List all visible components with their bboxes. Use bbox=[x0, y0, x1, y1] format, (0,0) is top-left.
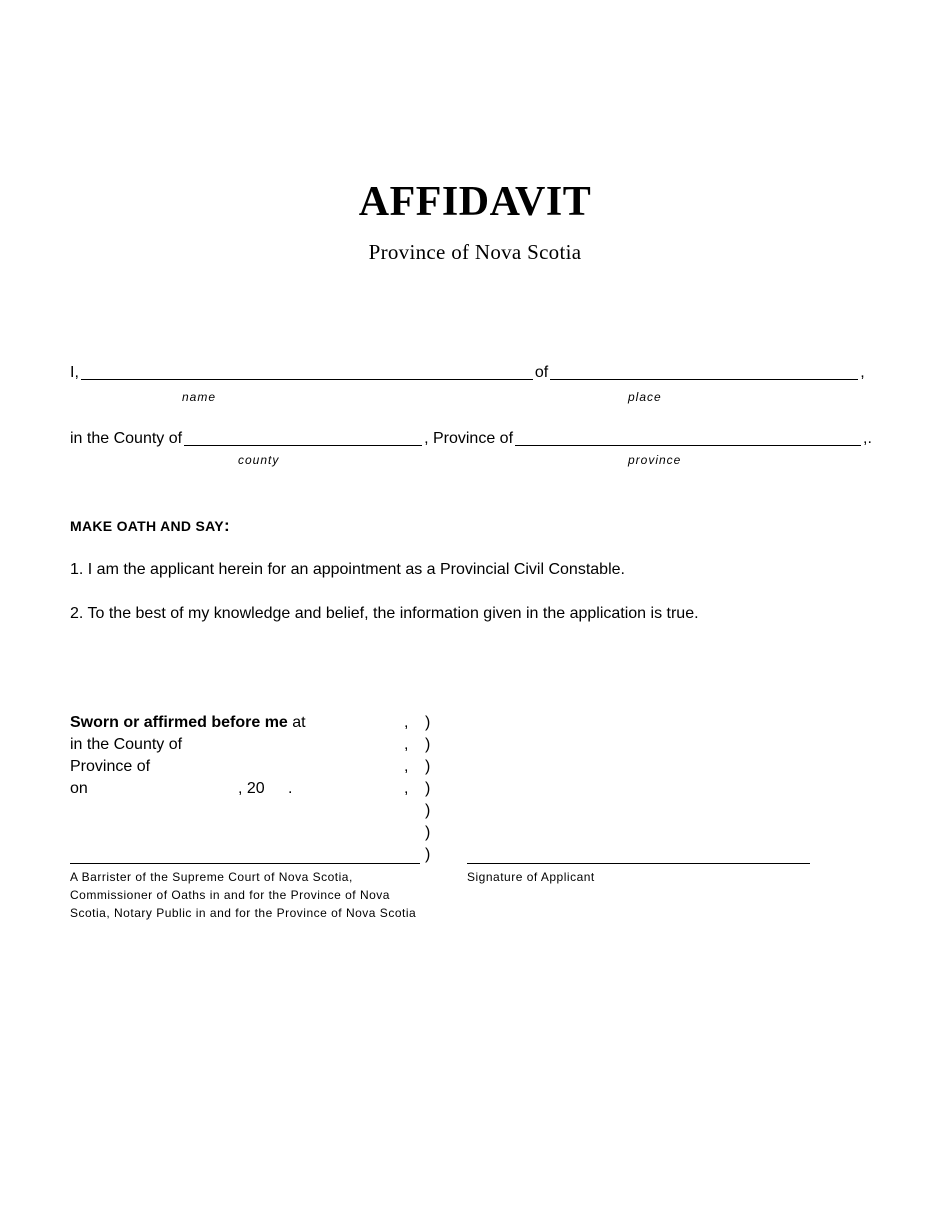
province-label: , Province of bbox=[424, 430, 514, 447]
jurat-province-text: Province of bbox=[70, 758, 151, 775]
commissioner-signature-line[interactable] bbox=[70, 863, 420, 864]
jurat-line-3 bbox=[70, 758, 440, 780]
identity-prefix: I, bbox=[70, 364, 79, 381]
oath-heading-text: MAKE OATH AND SAY bbox=[70, 518, 224, 534]
jurat-year-text: , 20 bbox=[238, 780, 265, 797]
jurat-paren-4: ) bbox=[425, 780, 431, 797]
jurat-paren-1: ) bbox=[425, 714, 431, 731]
commissioner-caption-line-2: Commissioner of Oaths in and for the Province of Nova bbox=[70, 888, 390, 902]
identity-row bbox=[70, 364, 880, 382]
jurat-comma-1: , bbox=[404, 714, 409, 731]
jurat-line-4 bbox=[70, 780, 440, 802]
province-caption: province bbox=[628, 453, 682, 467]
commissioner-caption bbox=[70, 868, 416, 922]
jurat-sworn-text: Sworn or affirmed before me bbox=[70, 714, 288, 731]
document-title: AFFIDAVIT bbox=[358, 179, 592, 225]
of-label: of bbox=[534, 364, 549, 381]
oath-heading-colon: : bbox=[223, 516, 230, 535]
location-row bbox=[70, 430, 880, 448]
jurat-period: . bbox=[288, 780, 293, 797]
county-field[interactable] bbox=[184, 431, 422, 446]
jurat-on-text: on bbox=[70, 780, 88, 797]
county-prefix: in the County of bbox=[70, 430, 183, 447]
name-caption: name bbox=[182, 390, 217, 404]
name-field[interactable] bbox=[81, 365, 533, 380]
jurat-line-2 bbox=[70, 736, 440, 758]
oath-item-2: 2. To the best of my knowledge and belief, the information given in the application is true. bbox=[70, 605, 699, 622]
oath-heading bbox=[70, 516, 230, 536]
jurat-paren-3: ) bbox=[425, 758, 431, 775]
jurat-paren-2: ) bbox=[425, 736, 431, 753]
county-caption: county bbox=[238, 453, 280, 467]
oath-item-1: 1. I am the applicant herein for an appointment as a Provincial Civil Constable. bbox=[70, 561, 625, 578]
location-end-mark: ,. bbox=[863, 430, 872, 447]
province-field[interactable] bbox=[515, 431, 861, 446]
jurat-county-text: in the County of bbox=[70, 736, 183, 753]
jurat-paren-6: ) bbox=[425, 824, 431, 841]
jurat-comma-4: , bbox=[404, 780, 409, 797]
jurat-paren-7: ) bbox=[425, 846, 431, 863]
applicant-signature-caption: Signature of Applicant bbox=[467, 870, 595, 884]
jurat-paren-5: ) bbox=[425, 802, 431, 819]
jurat-line-7 bbox=[70, 846, 440, 868]
jurat-comma-3: , bbox=[404, 758, 409, 775]
commissioner-caption-line-3: Scotia, Notary Public in and for the Province of Nova Scotia bbox=[70, 906, 417, 920]
document-subtitle: Province of Nova Scotia bbox=[368, 240, 582, 264]
place-caption: place bbox=[628, 390, 662, 404]
identity-end-comma: , bbox=[860, 364, 865, 381]
jurat-line-1 bbox=[70, 714, 440, 736]
jurat-line-6 bbox=[70, 824, 440, 846]
place-field[interactable] bbox=[550, 365, 858, 380]
applicant-signature-line[interactable] bbox=[467, 863, 810, 864]
jurat-at-text: at bbox=[287, 714, 306, 731]
jurat-line-5 bbox=[70, 802, 440, 824]
commissioner-caption-line-1: A Barrister of the Supreme Court of Nova Scotia, bbox=[70, 870, 353, 884]
jurat-comma-2: , bbox=[404, 736, 409, 753]
